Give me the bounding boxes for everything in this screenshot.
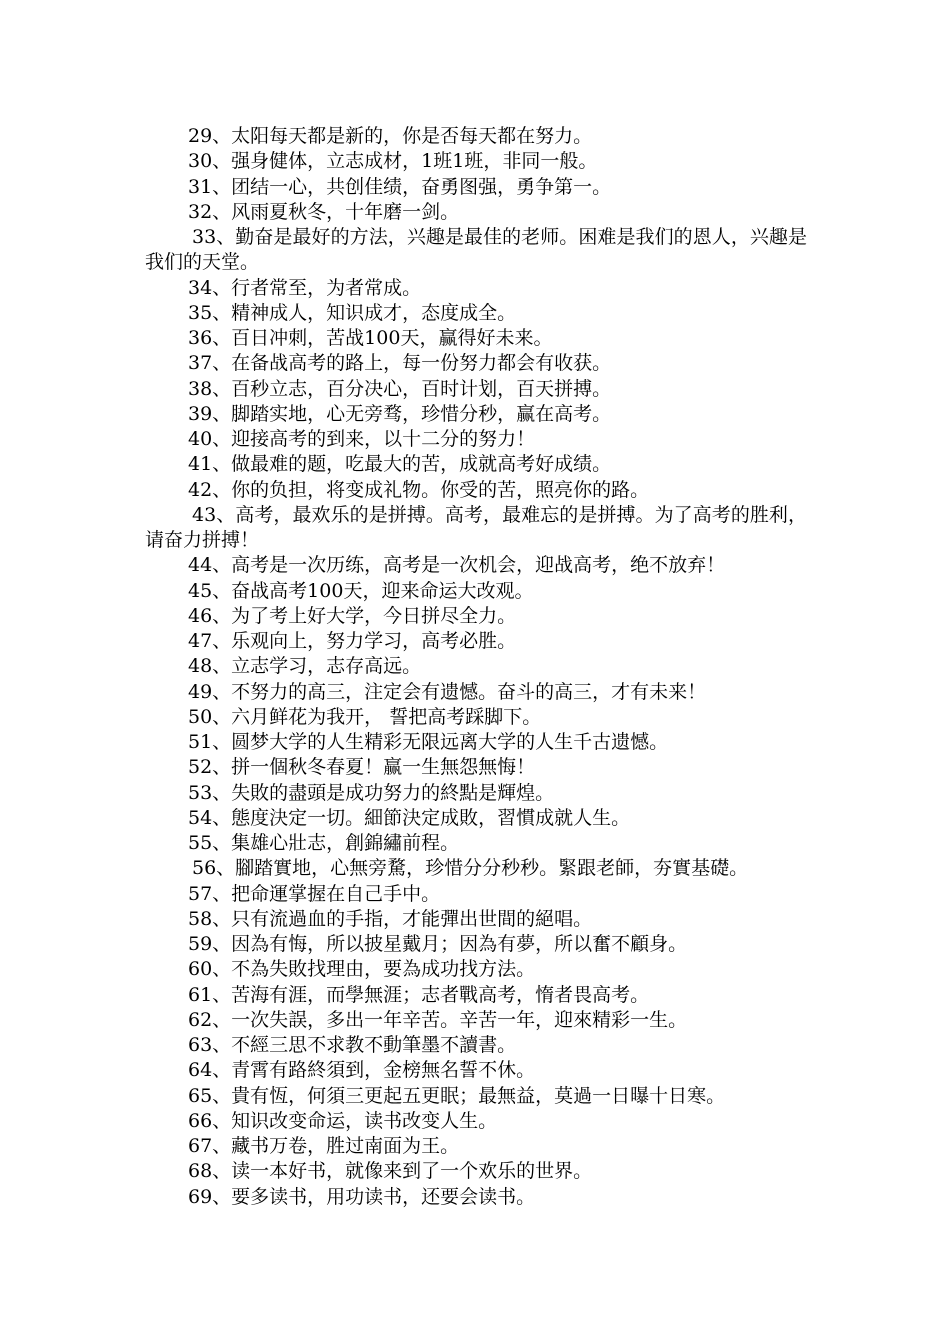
slogan-item: 47、乐观向上，努力学习，高考必胜。 bbox=[188, 630, 517, 652]
slogan-item: 66、知识改变命运，读书改变人生。 bbox=[188, 1109, 498, 1132]
slogan-item: 31、团结一心，共创佳绩，奋勇图强，勇争第一。 bbox=[188, 175, 612, 198]
slogan-item: 32、风雨夏秋冬，十年磨一剑。 bbox=[188, 200, 460, 223]
slogan-item: 55、集雄心壯志，創錦繡前程。 bbox=[188, 832, 460, 854]
slogan-item: 35、精神成人，知识成才，态度成全。 bbox=[188, 301, 517, 324]
slogan-item: 43、高考，最欢乐的是拼搏。高考，最难忘的是拼搏。为了高考的胜利，请奋力拼搏！ bbox=[145, 503, 807, 551]
slogan-item: 38、百秒立志，百分决心，百时计划，百天拼搏。 bbox=[188, 377, 612, 400]
slogan-item: 29、太阳每天都是新的，你是否每天都在努力。 bbox=[188, 125, 593, 147]
slogan-item: 67、藏书万卷，胜过南面为王。 bbox=[188, 1135, 460, 1157]
slogan-item: 52、拼一個秋冬春夏！赢一生無怨無悔！ bbox=[188, 756, 536, 779]
slogan-item: 40、迎接高考的到来，以十二分的努力！ bbox=[188, 428, 536, 450]
slogan-item: 30、强身健体，立志成材，1班1班，非同一般。 bbox=[188, 150, 598, 173]
slogan-item: 50、六月鲜花为我开， 誓把高考踩脚下。 bbox=[188, 705, 542, 728]
slogan-item: 37、在备战高考的路上，每一份努力都会有收获。 bbox=[188, 352, 612, 375]
slogan-item: 49、不努力的高三，注定会有遗憾。奋斗的高三，才有未来！ bbox=[188, 680, 707, 703]
slogan-item: 46、为了考上好大学，今日拼尽全力。 bbox=[188, 604, 517, 627]
slogan-item: 53、失敗的盡頭是成功努力的終點是輝煌。 bbox=[188, 781, 555, 804]
slogan-item: 68、读一本好书，就像来到了一个欢乐的世界。 bbox=[188, 1160, 593, 1183]
slogan-item: 56、腳踏實地，心無旁騖，珍惜分分秒秒。緊跟老師，夯實基礎。 bbox=[192, 857, 749, 880]
slogan-list bbox=[145, 124, 807, 1210]
slogan-item: 33、勤奋是最好的方法，兴趣是最佳的老师。困难是我们的恩人，兴趣是我们的天堂。 bbox=[145, 226, 807, 274]
slogan-item: 44、高考是一次历练，高考是一次机会，迎战高考，绝不放弃！ bbox=[188, 554, 726, 577]
slogan-item: 61、苦海有涯，而學無涯；志者戰高考，惰者畏高考。 bbox=[188, 983, 650, 1006]
slogan-item: 39、脚踏实地，心无旁骛，珍惜分秒，赢在高考。 bbox=[188, 402, 612, 425]
slogan-item: 34、行者常至，为者常成。 bbox=[188, 276, 422, 299]
slogan-item: 42、你的负担，将变成礼物。你受的苦，照亮你的路。 bbox=[188, 478, 650, 501]
slogan-item: 57、把命運掌握在自己手中。 bbox=[188, 882, 441, 905]
slogan-item: 45、奋战高考100天，迎来命运大改观。 bbox=[188, 579, 534, 602]
slogan-item: 60、不為失敗找理由，要為成功找方法。 bbox=[188, 958, 536, 981]
slogan-item: 69、要多读书，用功读书，还要会读书。 bbox=[188, 1185, 536, 1208]
slogan-item: 48、立志学习，志存高远。 bbox=[188, 655, 422, 678]
slogan-item: 62、一次失誤，多出一年辛苦。辛苦一年，迎來精彩一生。 bbox=[188, 1008, 688, 1031]
slogan-item: 51、圆梦大学的人生精彩无限远离大学的人生千古遗憾。 bbox=[188, 731, 669, 753]
slogan-item: 36、百日冲刺，苦战100天，赢得好未来。 bbox=[188, 327, 553, 349]
slogan-item: 64、青霄有路終須到，金榜無名誓不休。 bbox=[188, 1059, 536, 1082]
slogan-item: 65、貴有恆，何須三更起五更眠；最無益，莫過一日曝十日寒。 bbox=[188, 1084, 726, 1107]
slogan-item: 59、因為有悔，所以披星戴月；因為有夢，所以奮不顧身。 bbox=[188, 933, 688, 955]
slogan-item: 54、態度決定一切。細節決定成敗，習慣成就人生。 bbox=[188, 806, 631, 829]
slogan-item: 41、做最难的题，吃最大的苦，成就高考好成绩。 bbox=[188, 453, 612, 476]
slogan-item: 58、只有流過血的手指，才能彈出世間的絕唱。 bbox=[188, 907, 593, 930]
slogan-item: 63、不經三思不求教不動筆墨不讀書。 bbox=[188, 1034, 517, 1056]
